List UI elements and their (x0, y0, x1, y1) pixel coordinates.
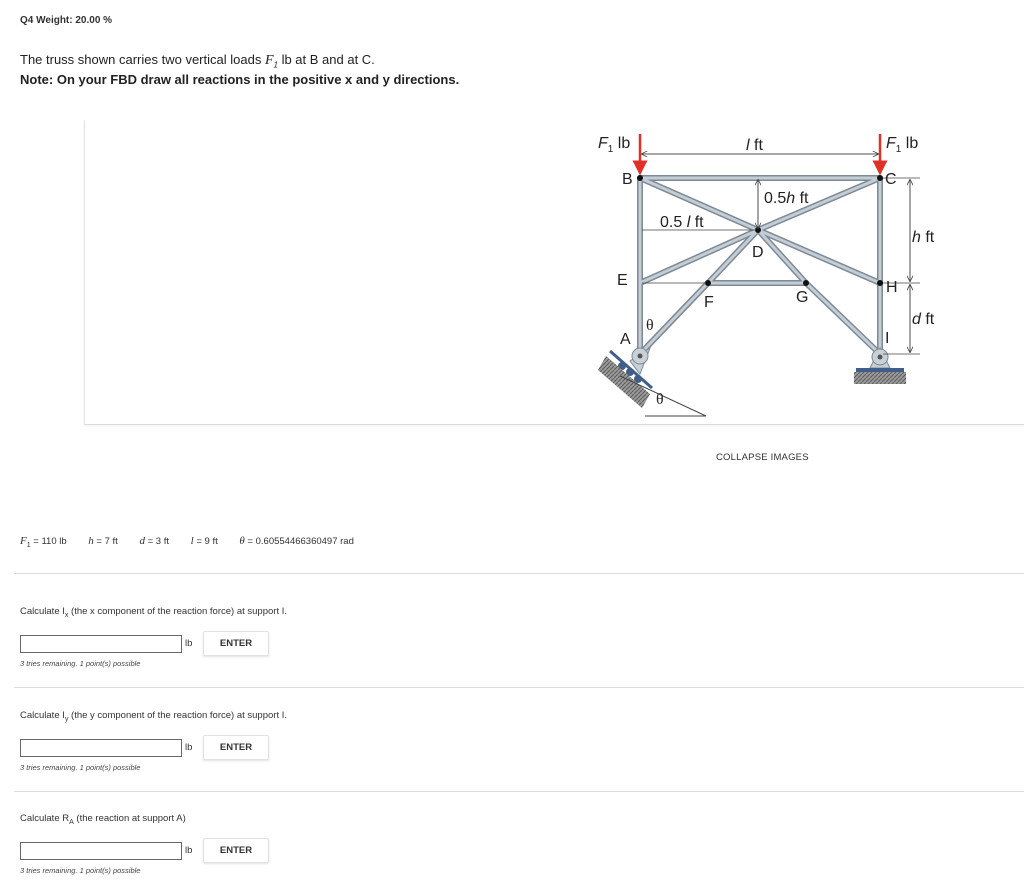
enter-button-ix[interactable]: ENTER (203, 631, 269, 656)
unit-label: lb (185, 742, 193, 753)
enter-button-iy[interactable]: ENTER (203, 735, 269, 760)
unit-label: lb (185, 638, 193, 649)
param-h: h = 7 ft (88, 535, 118, 547)
node-label-b: B (622, 171, 633, 188)
truss-members (640, 178, 880, 354)
tries-remaining: 3 tries remaining. 1 point(s) possible (20, 659, 141, 668)
label-h-ft: h ft (912, 229, 935, 246)
problem-note: Note: On your FBD draw all reactions in the positive x and y directions. (20, 71, 460, 87)
label-d-ft: d ft (912, 311, 935, 328)
label-f1-left: $F_1$ lb (598, 135, 631, 155)
question-ix (20, 606, 420, 668)
param-l: l = 9 ft (190, 535, 218, 547)
label-half-h: 0.5h ft (764, 190, 809, 207)
node-label-e: E (617, 272, 628, 289)
label-half-l: 0.5 l ft (660, 214, 704, 231)
answer-input-iy[interactable] (20, 739, 182, 757)
node-label-a: A (620, 331, 631, 348)
support-a (598, 348, 706, 416)
question-weight: Q4 Weight: 20.00 % (20, 15, 113, 26)
answer-input-ra[interactable] (20, 842, 182, 860)
problem-line: The truss shown carries two vertical loads $F_1$ lb at B and at C. (20, 52, 375, 70)
question-prompt: Calculate $I_x$ (the x component of the reaction force) at support I. (20, 606, 288, 619)
tries-remaining: 3 tries remaining. 1 point(s) possible (20, 866, 141, 875)
truss-diagram (590, 126, 950, 426)
angle-label-2: θ (656, 391, 664, 408)
angle-label-1: θ (646, 317, 654, 334)
divider (14, 573, 1024, 574)
node-label-c: C (885, 171, 897, 188)
answer-input-ix[interactable] (20, 635, 182, 653)
problem-statement (20, 53, 459, 87)
param-d: d = 3 ft (139, 535, 169, 547)
param-theta: θ = 0.60554466360497 rad (239, 535, 354, 547)
node-label-h: H (886, 279, 898, 296)
divider (14, 687, 1024, 688)
question-prompt: Calculate $I_y$ (the y component of the reaction force) at support I. (20, 710, 288, 723)
label-f1-right: $F_1$ lb (886, 135, 919, 155)
node-label-f: F (704, 294, 714, 311)
node-label-i: I (885, 330, 890, 347)
node-label-g: G (796, 289, 809, 306)
divider (14, 791, 1024, 792)
support-i (854, 348, 906, 384)
enter-button-ra[interactable]: ENTER (203, 838, 269, 863)
given-parameters (20, 535, 373, 549)
unit-label: lb (185, 845, 193, 856)
question-prompt: Calculate $R_A$ (the reaction at support A) (20, 813, 186, 826)
question-ra (20, 813, 420, 875)
param-f1: $F_1 = 110$ lb (20, 535, 67, 549)
tries-remaining: 3 tries remaining. 1 point(s) possible (20, 763, 141, 772)
question-iy (20, 710, 420, 772)
node-label-d: D (752, 244, 764, 261)
collapse-images-button[interactable]: COLLAPSE IMAGES (716, 452, 809, 463)
label-l-ft: l ft (746, 137, 763, 154)
